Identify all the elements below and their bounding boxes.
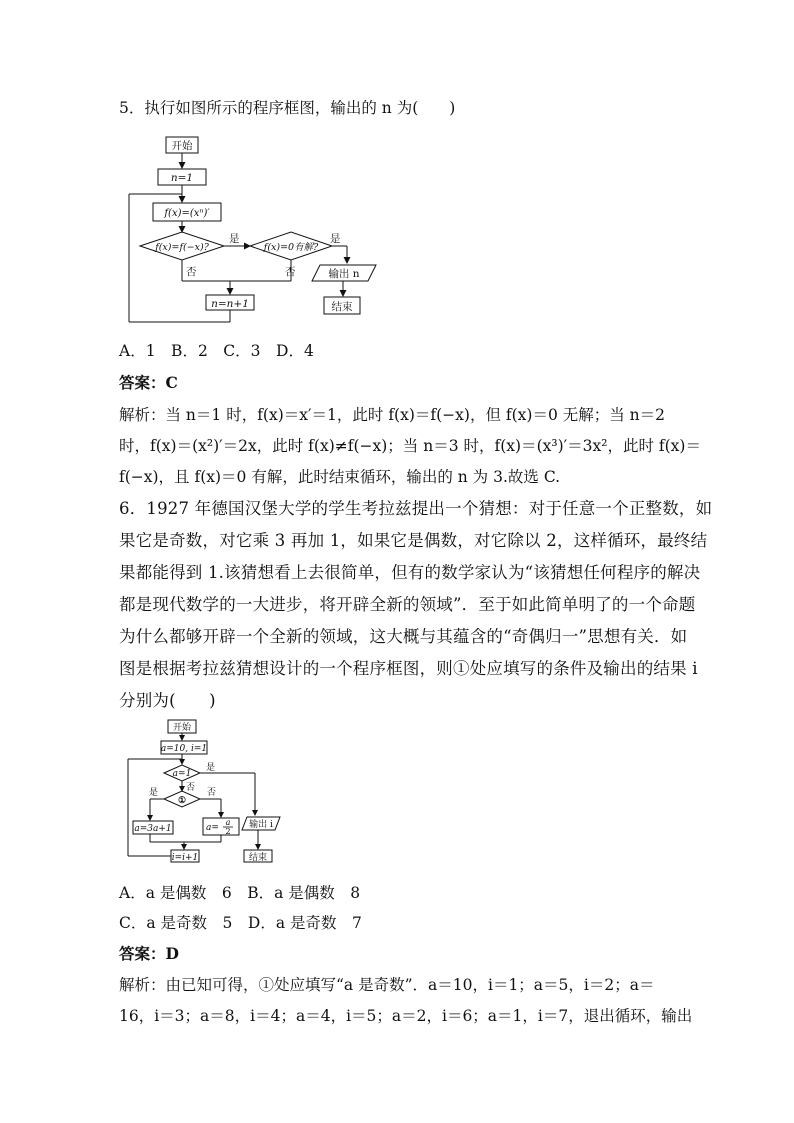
q6-init-label: a=10, i=1 — [160, 744, 208, 754]
q6-stem-line-1: 6．1927 年德国汉堡大学的学生考拉兹提出一个猜想：对于任意一个正整数，如 — [119, 499, 713, 518]
q5-deriv-label: f(x)=(xⁿ)′ — [164, 208, 210, 219]
q5-no2-label: 否 — [285, 266, 296, 278]
q6-no1-label: 否 — [186, 783, 196, 793]
q6-output-label: 输出 i — [249, 820, 273, 830]
q6-yes1-label: 是 — [206, 763, 216, 773]
q6-cond2-label: ① — [177, 796, 187, 806]
q6-no2-label: 否 — [207, 788, 217, 798]
q6-stem-line-5: 为什么都够开辟一个全新的领域，这大概与其蕴含的“奇偶归一”思想有关．如 — [119, 627, 688, 646]
q6-yes2-label: 是 — [149, 788, 159, 798]
q5-start-label: 开始 — [171, 140, 193, 152]
q6-left-box-label: a=3a+1 — [134, 824, 172, 834]
q6-end-label: 结束 — [248, 853, 268, 863]
q6-stem-line-7: 分别为( ) — [119, 691, 216, 710]
q6-right-box-denominator: 2 — [225, 827, 231, 836]
q5-init-label: n=1 — [170, 172, 194, 184]
q6-stem-line-4: 都是现代数学的一大进步，将开辟全新的领域”．至于如此简单明了的一个命题 — [119, 595, 696, 614]
q5-flowchart — [110, 132, 400, 327]
q6-stem-line-2: 果它是奇数，对它乘 3 再加 1，如果它是偶数，对它除以 2，这样循环，最终结 — [119, 531, 708, 550]
q6-cond1-label: a=1 — [172, 769, 192, 779]
q6-analysis-line-1: 解析：由已知可得，①处应填写“a 是奇数”．a＝10，i＝1；a＝5，i＝2；a＝ — [119, 976, 655, 994]
q5-stem: 5．执行如图所示的程序框图，输出的 n 为( ) — [119, 99, 456, 117]
q5-output-label: 输出 n — [328, 268, 360, 280]
q5-cond1-label: f(x)=f(−x)? — [155, 242, 209, 253]
q6-stem-line-3: 果都能得到 1.该猜想看上去很简单，但有的数学家认为“该猜想任何程序的解决 — [119, 563, 701, 582]
q5-analysis-line-3: f(−x)，且 f(x)＝0 有解，此时结束循环，输出的 n 为 3.故选 C. — [119, 468, 561, 486]
q5-options: A．1 B．2 C．3 D．4 — [119, 342, 314, 360]
q6-right-box-lhs: a= — [206, 823, 219, 833]
q6-start-label: 开始 — [172, 723, 192, 733]
q5-answer: 答案：C — [119, 373, 178, 392]
q6-stem-line-6: 图是根据考拉兹猜想设计的一个程序框图，则①处应填写的条件及输出的结果 i — [119, 659, 698, 678]
q5-no1-label: 否 — [186, 266, 197, 278]
q6-options-line-2: C．a 是奇数 5 D．a 是奇数 7 — [119, 914, 362, 932]
q5-analysis-line-2: 时，f(x)＝(x²)′＝2x，此时 f(x)≠f(−x)；当 n＝3 时，f(x)＝(x³)′＝3x²，此时 f(x)＝ — [119, 437, 701, 455]
q5-yes1-label: 是 — [229, 233, 240, 245]
q6-flowchart — [120, 714, 290, 866]
q5-yes2-label: 是 — [330, 233, 341, 245]
q6-options-line-1: A．a 是偶数 6 B．a 是偶数 8 — [119, 884, 361, 902]
q6-incr-label: i=i+1 — [171, 853, 199, 863]
q5-end-label: 结束 — [331, 301, 353, 313]
q5-incr-label: n=n+1 — [211, 298, 249, 310]
q5-cond2-label: f(x)=0有解? — [263, 242, 319, 253]
q6-analysis-line-2: 16，i＝3；a＝8，i＝4；a＝4，i＝5；a＝2，i＝6；a＝1，i＝7，退出循环，输出 — [119, 1007, 693, 1025]
q5-analysis-line-1: 解析：当 n＝1 时，f(x)＝x′＝1，此时 f(x)＝f(−x)，但 f(x)＝0 无解；当 n＝2 — [119, 406, 666, 424]
q6-answer: 答案：D — [119, 944, 179, 963]
q6-right-box-numerator: a — [225, 818, 231, 827]
